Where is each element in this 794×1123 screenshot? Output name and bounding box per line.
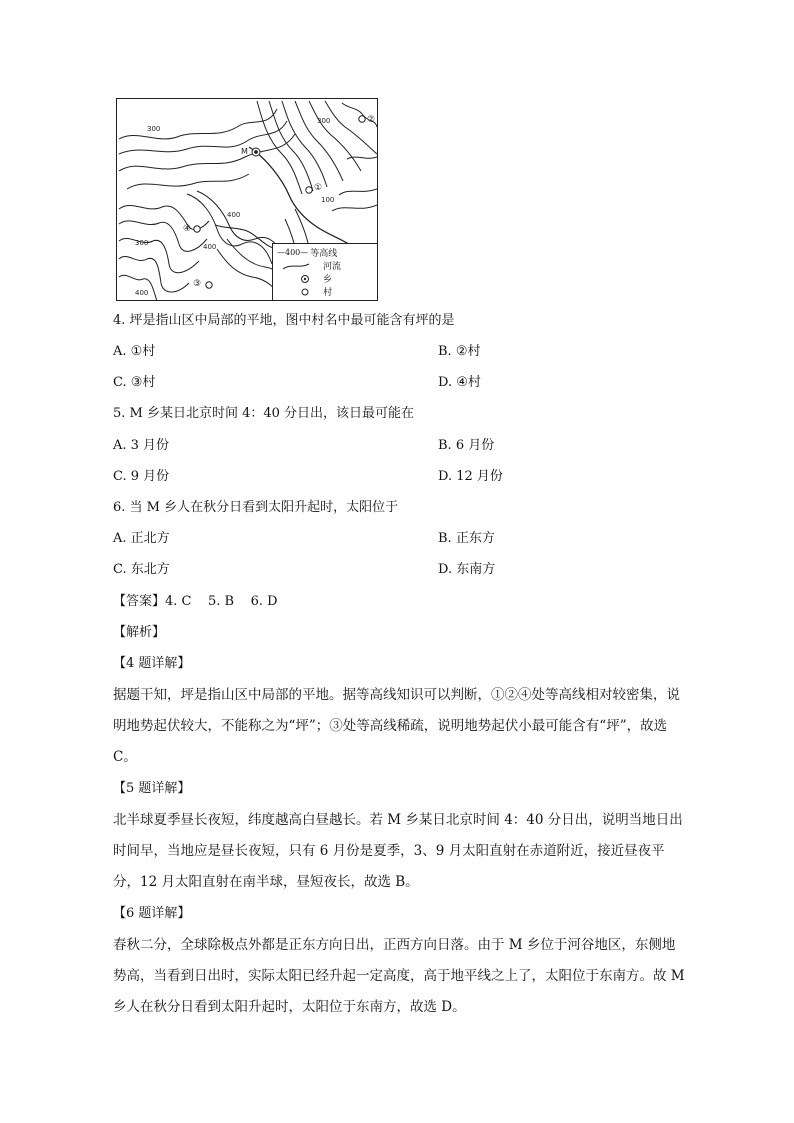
question-4-stem: 4. 坪是指山区中局部的平地，图中村名中最可能含有坪的是 <box>113 313 455 328</box>
township-m-label: M <box>241 147 248 156</box>
contour-label: 100 <box>321 196 335 204</box>
legend-village: 村 <box>277 285 332 298</box>
map-legend <box>272 243 377 300</box>
q6-option-a: A. 正北方 <box>113 531 170 546</box>
village-4-label: ④ <box>183 224 192 234</box>
question-5-stem: 5. M 乡某日北京时间 4：40 分日出，该日最可能在 <box>113 406 415 421</box>
contour-label: 300 <box>317 117 331 125</box>
q6-option-b: B. 正东方 <box>438 531 495 546</box>
village-3-label: ③ <box>193 279 202 289</box>
detail-5-text: 北半球夏季昼长夜短，纬度越高白昼越长。若 M 乡某日北京时间 4：40 分日出，说明当地日出时间早，当地应是昼长夜短，只有 6 月份是夏季，3、9 月太阳直射在赤道附近，接近昼夜平分，12 月太阳直射在南半球，昼短夜长，故选 B。 <box>113 812 683 890</box>
q4-option-b: B. ②村 <box>438 344 481 359</box>
village-symbol-icon <box>277 287 321 297</box>
legend-contour: — 400 — 等高线 <box>277 248 338 259</box>
question-6-stem: 6. 当 M 乡人在秋分日看到太阳升起时，太阳位于 <box>113 500 399 515</box>
detail-6-text: 春秋二分，全球除极点外都是正东方向日出，正西方向日落。由于 M 乡位于河谷地区，东侧地势高，当看到日出时，实际太阳已经升起一定高度，高于地平线之上了，太阳位于东南方。故 M 乡人在秋分日看到太阳升起时，太阳位于东南方，故选 D。 <box>113 937 685 1015</box>
q5-option-a: A. 3 月份 <box>113 438 170 453</box>
q5-option-c: C. 9 月份 <box>113 469 170 484</box>
q6-option-c: C. 东北方 <box>113 562 170 577</box>
detail-6-heading: 【6 题详解】 <box>113 906 191 921</box>
detail-4-heading: 【4 题详解】 <box>113 656 191 671</box>
village-2-label: ② <box>367 115 376 125</box>
river-symbol-icon <box>277 261 321 271</box>
q4-option-a: A. ①村 <box>113 344 156 359</box>
contour-label: 300 <box>147 125 161 133</box>
contour-label: 400 <box>203 243 217 251</box>
contour-map-figure <box>116 98 378 301</box>
legend-river: 河流 <box>277 259 341 272</box>
q5-option-b: B. 6 月份 <box>438 438 495 453</box>
q4-option-c: C. ③村 <box>113 375 156 390</box>
township-symbol-icon <box>277 274 321 284</box>
q5-option-d: D. 12 月份 <box>438 469 503 484</box>
contour-label: 400 <box>227 211 241 219</box>
answer-line: 【答案】4. C 5. B 6. D <box>113 594 278 609</box>
contour-label: 400 <box>135 289 149 297</box>
q4-option-d: D. ④村 <box>438 375 481 390</box>
q6-option-d: D. 东南方 <box>438 562 496 577</box>
contour-label: 300 <box>135 239 149 247</box>
detail-4-text: 据题干知，坪是指山区中局部的平地。据等高线知识可以判断，①②④处等高线相对较密集，说明地势起伏较大，不能称之为“坪”；③处等高线稀疏，说明地势起伏小最可能含有“坪”，故选 C。 <box>113 687 680 765</box>
legend-township: 乡 <box>277 272 332 285</box>
detail-5-heading: 【5 题详解】 <box>113 781 191 796</box>
analysis-heading: 【解析】 <box>113 625 166 640</box>
village-1-label: ① <box>314 183 323 193</box>
